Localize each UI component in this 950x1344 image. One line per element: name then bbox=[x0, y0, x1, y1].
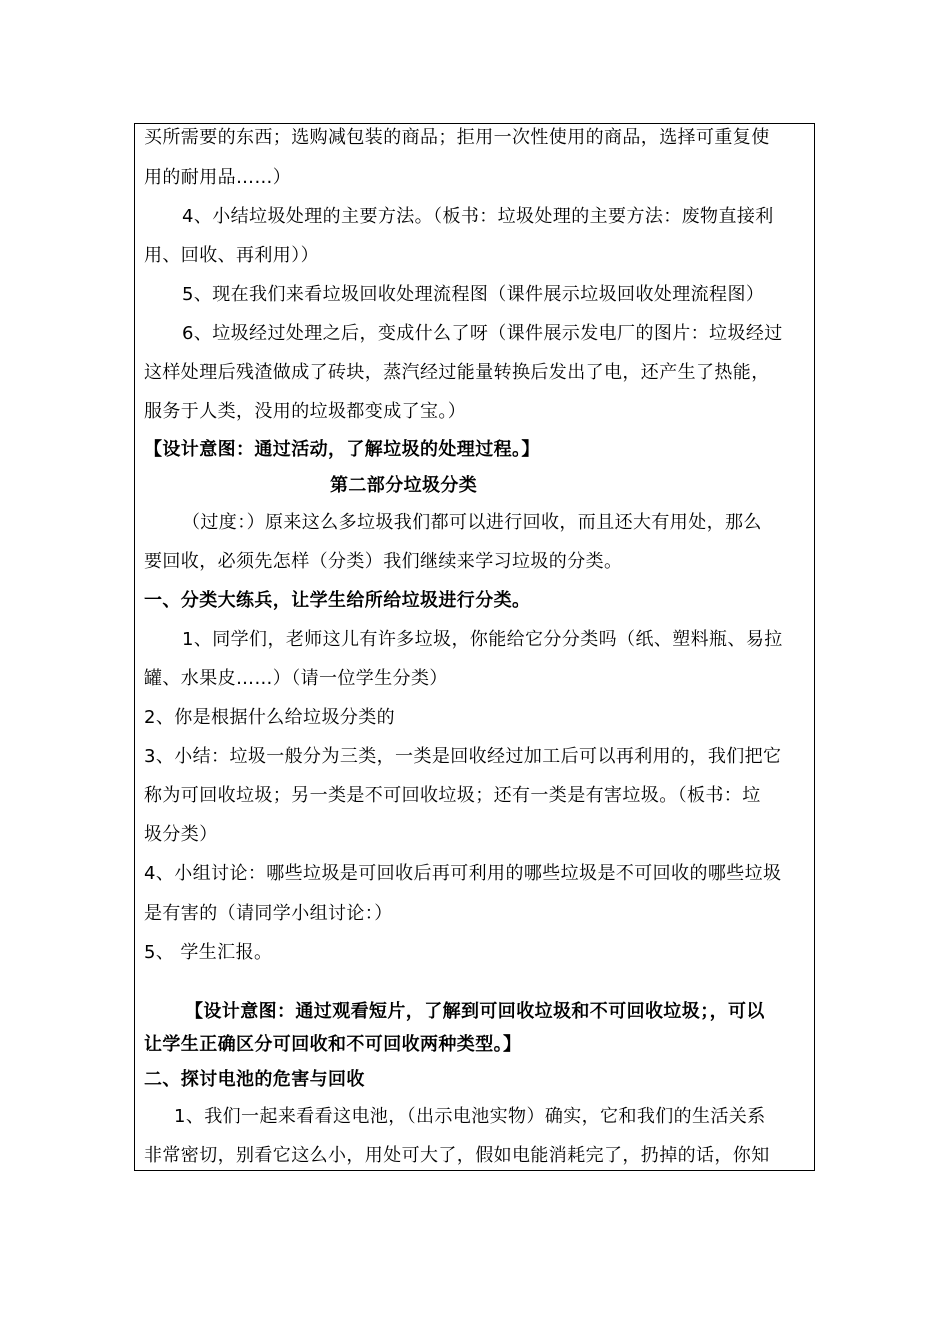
text-line: 圾分类） bbox=[144, 824, 218, 845]
text-line: 称为可回收垃圾；另一类是不可回收垃圾；还有一类是有害垃圾。（板书：垃 bbox=[144, 785, 761, 806]
text-line: 1、我们一起来看看这电池，（出示电池实物）确实，它和我们的生活关系 bbox=[174, 1106, 766, 1127]
text-line: 5、现在我们来看垃圾回收处理流程图（课件展示垃圾回收处理流程图） bbox=[182, 284, 765, 305]
text-line: 用的耐用品……） bbox=[144, 167, 292, 188]
text-line: 1、同学们，老师这儿有许多垃圾，你能给它分分类吗（纸、塑料瓶、易拉 bbox=[182, 629, 783, 650]
text-line: 非常密切，别看它这么小，用处可大了，假如电能消耗完了，扔掉的话，你知 bbox=[144, 1145, 770, 1166]
design-intent-note: 【设计意图：通过活动，了解垃圾的处理过程。】 bbox=[144, 439, 540, 460]
text-line: 6、垃圾经过处理之后，变成什么了呀（课件展示发电厂的图片：垃圾经过 bbox=[182, 323, 783, 344]
text-line: 是有害的（请同学小组讨论：） bbox=[144, 903, 393, 924]
text-line: 4、小结垃圾处理的主要方法。（板书：垃圾处理的主要方法：废物直接利 bbox=[182, 206, 774, 227]
text-line: 服务于人类，没用的垃圾都变成了宝。） bbox=[144, 401, 467, 422]
design-intent-note: 让学生正确区分可回收和不可回收两种类型。】 bbox=[144, 1034, 522, 1055]
text-line: 买所需要的东西；选购减包装的商品；拒用一次性使用的商品，选择可重复使 bbox=[144, 127, 770, 148]
text-line: 用、回收、再利用）） bbox=[144, 245, 319, 266]
text-line: 要回收，必须先怎样（分类）我们继续来学习垃圾的分类。 bbox=[144, 551, 623, 572]
text-line: 这样处理后残渣做成了砖块，蒸汽经过能量转换后发出了电，还产生了热能， bbox=[144, 362, 770, 383]
text-line: 2、你是根据什么给垃圾分类的 bbox=[144, 707, 396, 728]
subsection-heading: 二、探讨电池的危害与回收 bbox=[144, 1069, 365, 1090]
text-line: 罐、水果皮……）（请一位学生分类） bbox=[144, 668, 448, 689]
text-line: 5、 学生汇报。 bbox=[144, 942, 273, 963]
text-line: （过度：）原来这么多垃圾我们都可以进行回收，而且还大有用处，那么 bbox=[182, 512, 762, 533]
section-heading: 第二部分垃圾分类 bbox=[330, 475, 478, 496]
text-line: 3、小结：垃圾一般分为三类，一类是回收经过加工后可以再利用的，我们把它 bbox=[144, 746, 782, 767]
design-intent-note: 【设计意图：通过观看短片，了解到可回收垃圾和不可回收垃圾；，可以 bbox=[185, 1001, 765, 1022]
subsection-heading: 一、分类大练兵，让学生给所给垃圾进行分类。 bbox=[144, 590, 531, 611]
text-line: 4、小组讨论：哪些垃圾是可回收后再可利用的哪些垃圾是不可回收的哪些垃圾 bbox=[144, 863, 782, 884]
